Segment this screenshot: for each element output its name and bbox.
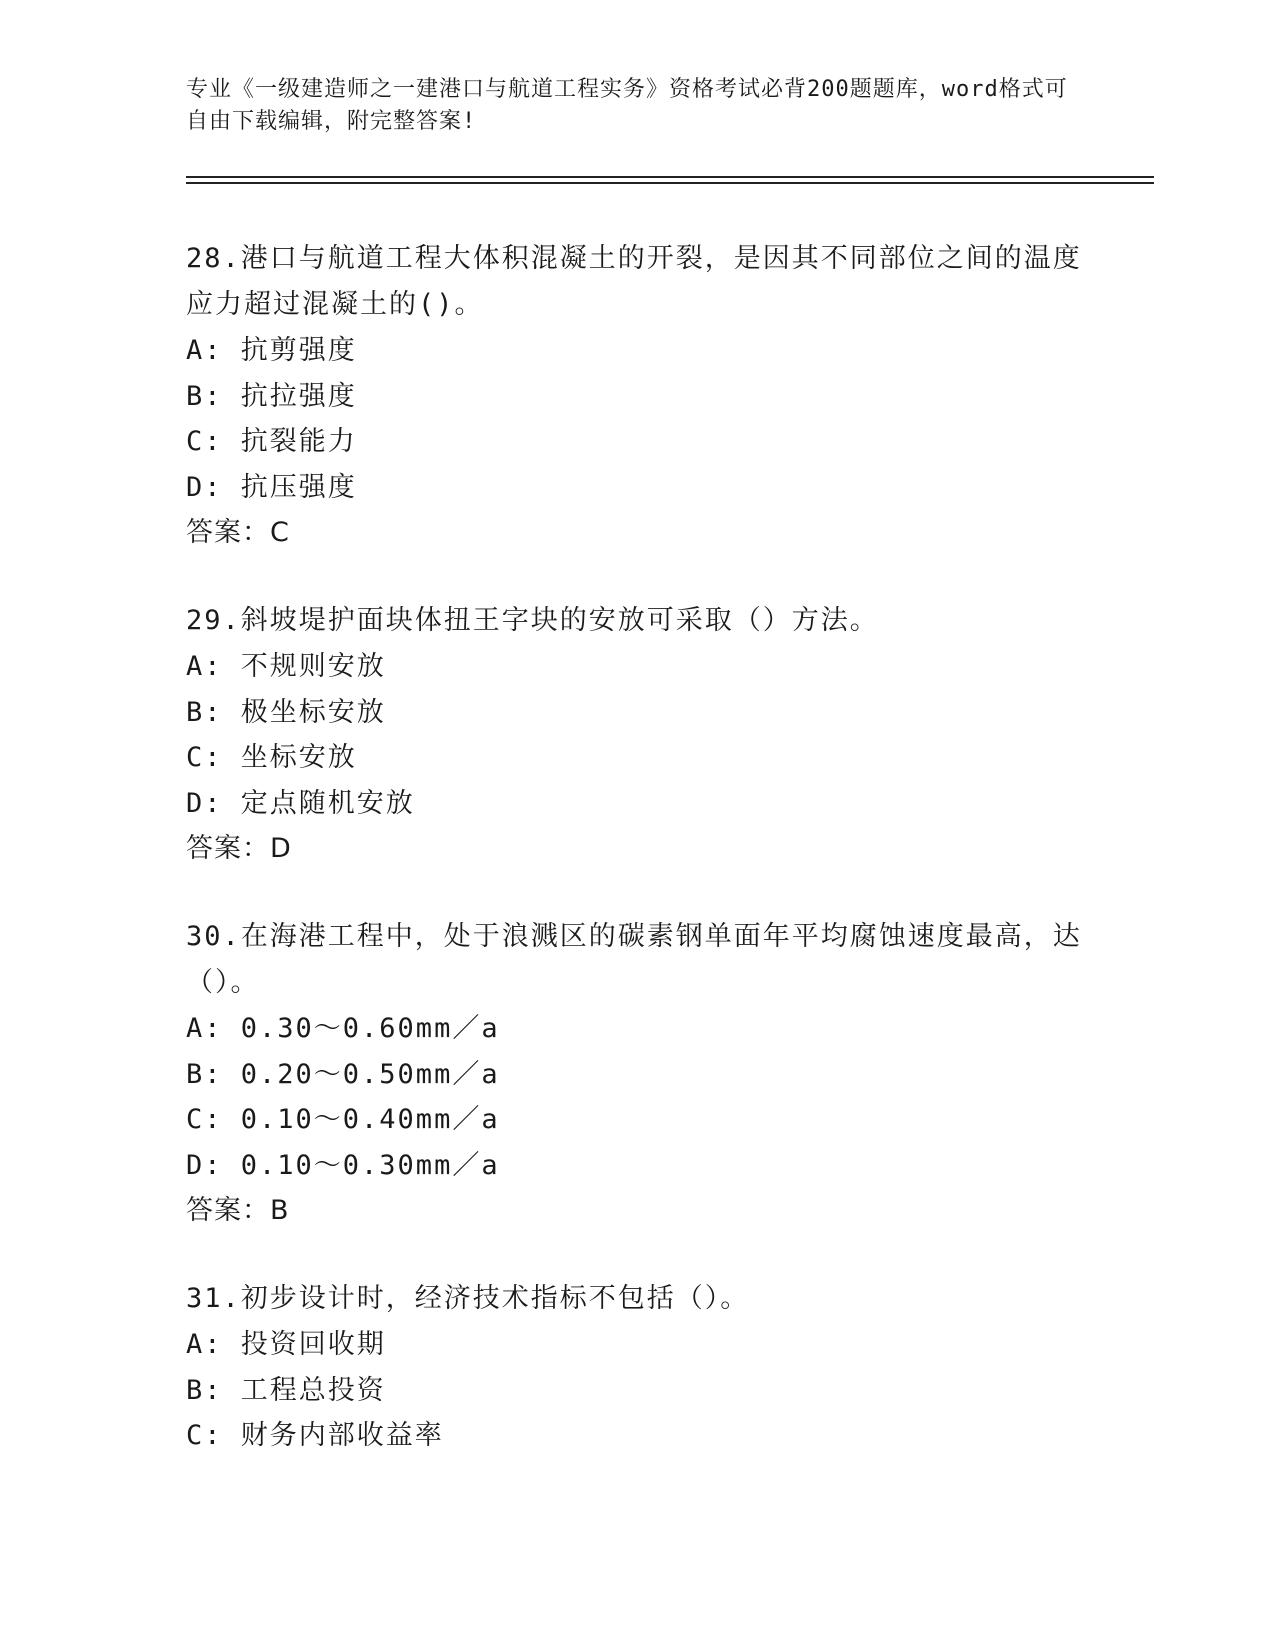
option-c: C: 坐标安放 — [186, 742, 357, 773]
header-divider-top — [186, 176, 1154, 178]
option-c: C: 财务内部收益率 — [186, 1420, 444, 1451]
header-divider-bottom — [186, 182, 1154, 184]
answer: 答案：D — [186, 833, 292, 864]
option-a: A: 0.30～0.60mm／a — [186, 1013, 500, 1044]
option-b: B: 工程总投资 — [186, 1374, 386, 1406]
question-31 — [186, 1276, 1086, 1459]
option-a: A: 投资回收期 — [186, 1329, 386, 1360]
question-28 — [186, 236, 1086, 556]
option-a: A: 不规则安放 — [186, 651, 386, 682]
header-title: 专业《一级建造师之一建港口与航道工程实务》资格考试必背200题题库，word格式可自由下载编辑，附完整答案! — [186, 77, 1068, 134]
question-text: 31.初步设计时，经济技术指标不包括（）。 — [186, 1283, 750, 1314]
option-d: D: 抗压强度 — [186, 471, 357, 503]
question-text: 30.在海港工程中，处于浪溅区的碳素钢单面年平均腐蚀速度最高，达（）。 — [186, 921, 1082, 998]
option-b: B: 极坐标安放 — [186, 696, 386, 728]
document-header — [186, 74, 1086, 138]
question-text: 29.斜坡堤护面块体扭王字块的安放可采取（）方法。 — [186, 605, 879, 636]
option-b: B: 0.20～0.50mm／a — [186, 1058, 500, 1090]
option-b: B: 抗拉强度 — [186, 380, 357, 412]
option-c: C: 抗裂能力 — [186, 426, 357, 457]
question-list — [186, 236, 1086, 1501]
option-d: D: 定点随机安放 — [186, 787, 415, 819]
question-30 — [186, 914, 1086, 1234]
answer: 答案：C — [186, 517, 290, 548]
option-a: A: 抗剪强度 — [186, 335, 357, 366]
question-text: 28.港口与航道工程大体积混凝土的开裂，是因其不同部位之间的温度应力超过混凝土的()。 — [186, 243, 1082, 320]
question-29 — [186, 598, 1086, 872]
option-d: D: 0.10～0.30mm／a — [186, 1149, 500, 1181]
option-c: C: 0.10～0.40mm／a — [186, 1104, 500, 1135]
answer: 答案：B — [186, 1195, 290, 1226]
